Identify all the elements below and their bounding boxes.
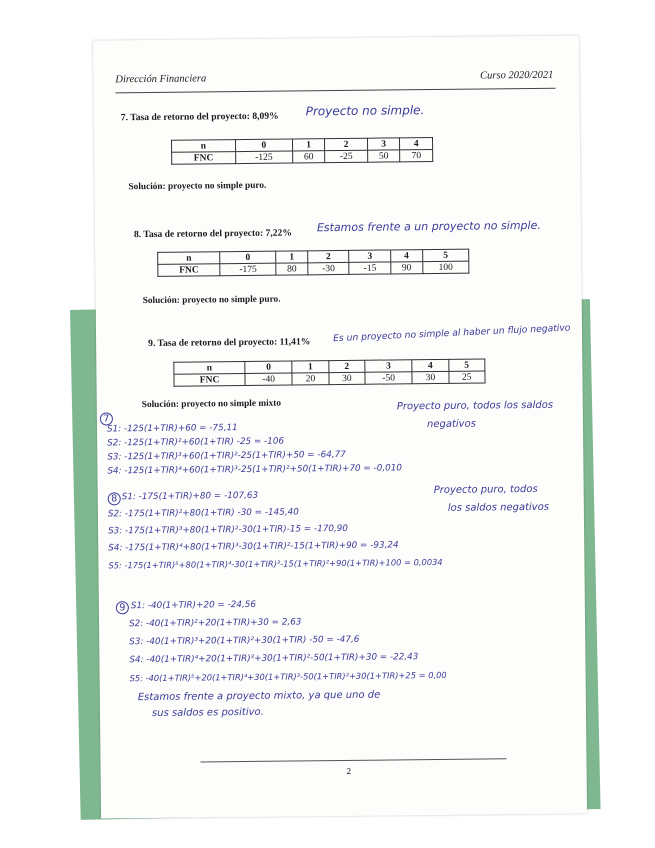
table-cell: 30 [329,372,365,384]
block-8-line-1: S1: -175(1+TIR)+80 = -107,63 [121,490,259,503]
table-cell: 3 [365,360,412,372]
table-cell: n [158,252,220,265]
block-7-line-1: S1: -125(1+TIR)+60 = -75,11 [106,423,238,435]
table-cell: FNC [158,264,220,277]
problem-8-note: Estamos frente a un proyecto no simple. [316,218,541,235]
table-cell: 0 [235,139,292,152]
block-9-line-4: S4: -40(1+TIR)⁴+20(1+TIR)³+30(1+TIR)²-50(1+TIR)+30 = -22,43 [129,652,419,666]
table-cell: 25 [449,371,486,383]
problem-9-title: 9. Tasa de retorno del proyecto: 11,41% [148,336,311,350]
table-cell: n [174,361,245,374]
problem-9-note: Es un proyecto no simple al haber un flujo negativo [332,322,571,345]
block-7-note-1: Proyecto puro, todos los saldos [396,399,554,413]
problem-7-solution: Solución: proyecto no simple puro. [128,180,267,193]
page-number: 2 [346,765,352,776]
footer-rule [200,758,506,762]
table-cell: -125 [235,151,292,164]
block-8-note-2: los saldos negativos [447,501,550,514]
block-7-note-2: negativos [426,418,476,431]
problem-9-solution: Solución: proyecto no simple mixto [141,398,282,411]
block-9-conclusion-1: Estamos frente a proyecto mixto, ya que uno de [137,689,381,704]
block-9-conclusion-2: sus saldos es positivo. [151,706,264,719]
block-7-line-4: S4: -125(1+TIR)⁴+60(1+TIR)³-25(1+TIR)²+50(1+TIR)+70 = -0,010 [107,463,403,477]
block-8-number: 8 [108,492,121,505]
table-cell: 50 [367,150,400,162]
cashflow-table-7 [171,137,433,165]
table-cell: -25 [325,150,368,162]
problem-7-note: Proyecto no simple. [305,103,425,119]
table-cell: 60 [292,151,325,163]
table-cell: n [171,140,235,153]
table-cell: FNC [174,373,245,386]
table-cell: 20 [292,373,328,385]
table-cell: 4 [412,359,448,371]
table-cell: 0 [220,251,276,264]
table-cell: 2 [325,138,368,150]
header-rule [115,88,555,94]
table-cell: FNC [172,152,236,165]
table-cell: 1 [292,139,325,151]
cashflow-table-8 [157,249,469,277]
table-cell: 5 [448,359,485,371]
block-9-line-2: S2: -40(1+TIR)²+20(1+TIR)+30 = 2,63 [129,617,302,630]
block-7-line-3: S3: -125(1+TIR)³+60(1+TIR)²-25(1+TIR)+50 = -64,77 [107,449,346,463]
problem-8-title: 8. Tasa de retorno del proyecto: 7,22% [133,227,292,241]
header-year: Curso 2020/2021 [480,69,554,82]
table-cell: -40 [245,373,292,385]
table-cell: -30 [308,262,350,274]
block-9-number: 9 [116,601,129,614]
table-cell: 5 [422,249,468,261]
table-cell: 4 [391,250,423,262]
header-course: Dirección Financiera [115,73,207,86]
table-cell: 1 [276,251,308,263]
cashflow-table-9 [173,358,485,386]
table-cell: 70 [400,150,433,162]
table-cell: 4 [400,138,433,150]
table-cell: 100 [422,261,468,273]
block-8-line-2: S2: -175(1+TIR)²+80(1+TIR) -30 = -145,40 [107,507,299,520]
table-cell: -15 [349,262,391,274]
table-cell: -175 [220,263,276,276]
table-cell: 90 [391,262,423,274]
table-cell: -50 [365,372,412,384]
table-cell: 2 [328,360,364,372]
table-cell: 30 [412,371,448,383]
block-9-line-3: S3: -40(1+TIR)³+20(1+TIR)²+30(1+TIR) -50 = -47,6 [129,634,360,648]
block-9-line-5: S5: -40(1+TIR)⁵+20(1+TIR)⁴+30(1+TIR)³-50(1+TIR)²+30(1+TIR)+25 = 0,00 [129,669,447,684]
document-page [93,35,587,818]
table-cell: 2 [308,250,350,262]
problem-8-solution: Solución: proyecto no simple puro. [142,294,281,307]
block-7-number: 7 [100,412,113,425]
table-cell: 0 [245,361,292,373]
block-8-line-5: S5: -175(1+TIR)⁵+80(1+TIR)⁴-30(1+TIR)³-15(1+TIR)²+90(1+TIR)+100 = 0,0034 [108,556,443,571]
table-cell: 1 [292,361,328,373]
table-cell: 80 [276,263,308,275]
block-7-line-2: S2: -125(1+TIR)²+60(1+TIR) -25 = -106 [107,436,285,449]
block-8-line-4: S4: -175(1+TIR)⁴+80(1+TIR)³-30(1+TIR)²-15(1+TIR)+90 = -93,24 [108,540,399,554]
problem-7-title: 7. Tasa de retorno del proyecto: 8,09% [120,110,279,124]
block-8-line-3: S3: -175(1+TIR)³+80(1+TIR)²-30(1+TIR)-15 = -170,90 [108,523,349,537]
table-cell: 3 [349,250,391,262]
table-cell: 3 [367,138,400,150]
block-8-note-1: Proyecto puro, todos [433,483,538,497]
block-9-line-1: S1: -40(1+TIR)+20 = -24,56 [130,599,257,612]
